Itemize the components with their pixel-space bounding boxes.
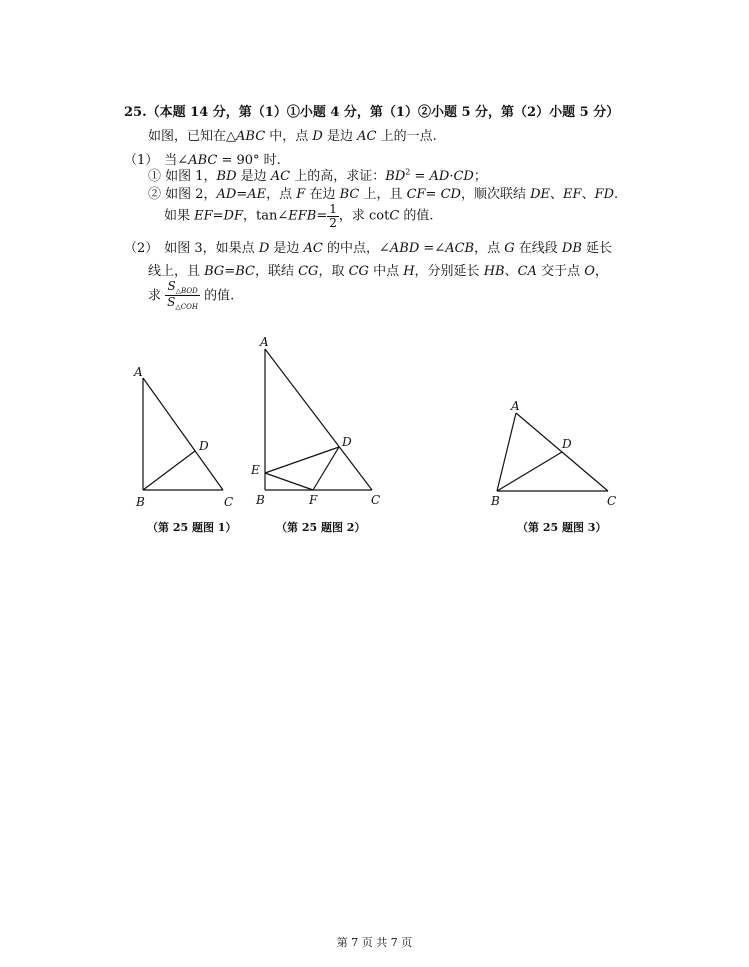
fig3-label-a: A: [511, 399, 520, 413]
sub2-text: ② 如图 2，: [148, 187, 217, 202]
part2-text: 交于点: [536, 264, 585, 279]
intro-text: 中，点: [265, 129, 313, 144]
figure-2: [250, 335, 390, 515]
area-ratio-denominator: [165, 296, 200, 311]
fraction-denominator: 2: [329, 215, 337, 230]
part2-seg: DB: [561, 241, 582, 256]
sub2-text: ，求 cot: [338, 208, 390, 224]
figure-3-caption: （第 25 题图 3）: [517, 521, 607, 534]
part2-eq: BG=BC: [204, 264, 255, 279]
fig3-label-b: B: [491, 494, 500, 508]
part2-seg: HB: [483, 264, 505, 279]
part2-point: H: [403, 264, 415, 279]
sub1-text: 上的高，求证：: [290, 169, 386, 184]
part2-text: 、: [504, 264, 518, 279]
fig2-segment-ef: [265, 473, 313, 490]
part2-label: （2）: [124, 241, 159, 256]
part2-line3: [148, 280, 234, 312]
sub2-point: F: [296, 187, 306, 202]
sub2-text: .: [614, 187, 619, 202]
part2-text: 在线段: [514, 241, 562, 256]
fraction-numerator: 1: [329, 202, 337, 216]
intro-text: 如图，已知在: [148, 129, 227, 144]
part2-seg: CG: [348, 264, 369, 279]
part2-text: ，联结: [254, 264, 299, 279]
part2-text: 的值.: [204, 288, 235, 304]
sub2-text: 上，且: [359, 187, 407, 202]
part2-seg: CA: [517, 264, 537, 279]
sub1-product: AD·CD: [429, 169, 474, 184]
part2-side: AC: [303, 241, 323, 256]
fig2-segment-ed: [265, 447, 339, 473]
fig3-segment-bd: [497, 452, 562, 491]
part2-text: ，点: [474, 241, 505, 256]
score-note: （本题 14 分，第（1）①小题 4 分，第（1）②小题 5 分，第（2）小题 5 分）: [146, 105, 620, 120]
fig1-label-a: A: [134, 365, 143, 379]
intro-text: 是边: [322, 129, 358, 144]
fig2-side-ac: [265, 349, 372, 490]
intro-triangle: △ABC: [226, 129, 266, 144]
part2-seg: CG: [298, 264, 319, 279]
area-ratio-numerator: [165, 280, 200, 296]
sub2-angle: C: [389, 208, 400, 224]
problem-intro: [148, 125, 437, 144]
fig2-label-e: E: [251, 463, 260, 477]
fig3-side-ab: [497, 413, 516, 491]
sub1-exponent: 2: [405, 167, 411, 177]
part2-point: G: [504, 241, 515, 256]
cond-text: 当∠: [164, 153, 189, 168]
sub2-eq: CF= CD: [406, 187, 461, 202]
sub2-text: 如果: [164, 208, 195, 224]
part2-angle: ACB: [445, 241, 475, 256]
problem-number: 25.: [124, 105, 147, 120]
intro-text: 上的一点.: [376, 129, 437, 144]
sub-question-2-line2: [164, 203, 434, 229]
part2-text: 是边: [269, 241, 304, 256]
sub2-eq: EF=DF: [194, 208, 243, 224]
sub1-text: 是边: [236, 169, 271, 184]
part2-text: 线上，且: [148, 264, 205, 279]
sub1-seg: BD: [216, 169, 237, 184]
fig1-label-c: C: [224, 495, 234, 509]
part2-text: 如图 3，如果点: [164, 241, 259, 256]
area-symbol: S: [167, 279, 176, 293]
sub1-text: =: [410, 169, 430, 184]
sub2-text: 的值.: [399, 208, 434, 224]
sub2-side: BC: [339, 187, 360, 202]
part2-text: ，: [594, 264, 608, 279]
figure-2-caption: （第 25 题图 2）: [276, 521, 366, 534]
part2-line1: [124, 237, 612, 256]
fig1-segment-bd: [143, 451, 195, 490]
part2-text: ，取: [318, 264, 349, 279]
part2-text: 求: [148, 288, 162, 304]
fig2-label-f: F: [309, 493, 318, 507]
sub2-seg: EF: [563, 187, 582, 202]
page-footer: 第 7 页 共 7 页: [336, 936, 413, 949]
intro-side: AC: [357, 129, 377, 144]
sub1-text: ；: [473, 169, 487, 184]
area-subscript: △BOD: [175, 287, 198, 295]
sub1-text: ① 如图 1，: [148, 169, 217, 184]
fraction-one-half: [327, 203, 339, 229]
fig3-label-c: C: [607, 494, 617, 508]
sub2-text: 、: [550, 187, 564, 202]
problem-header: [124, 101, 619, 120]
figure-1-caption: （第 25 题图 1）: [147, 521, 237, 534]
sub2-text: 、: [581, 187, 595, 202]
area-subscript: △COH: [175, 303, 198, 312]
part2-text: ，分别延长: [414, 264, 484, 279]
sub2-seg: DE: [530, 187, 551, 202]
sub2-angle: EFB: [288, 208, 317, 224]
figure-3: [485, 395, 625, 515]
part2-point: O: [584, 264, 595, 279]
sub-question-1: [148, 165, 487, 184]
cond-angle: ABC: [188, 153, 218, 168]
area-symbol: S: [167, 295, 176, 310]
sub2-eq: AD=AE: [216, 187, 267, 202]
fig2-label-d: D: [342, 435, 352, 449]
fig2-label-b: B: [256, 493, 265, 507]
sub2-text: ，顺次联结: [460, 187, 531, 202]
fig1-label-d: D: [199, 439, 209, 453]
sub2-text: =: [316, 208, 328, 224]
sub1-seg: BD: [385, 169, 406, 184]
fig1-label-b: B: [136, 495, 145, 509]
sub2-seg: FD: [594, 187, 615, 202]
fig2-label-c: C: [371, 493, 381, 507]
part2-point: D: [258, 241, 270, 256]
area-ratio-fraction: [165, 280, 200, 312]
fig3-label-d: D: [562, 437, 572, 451]
sub2-text: ，点: [266, 187, 297, 202]
cond-text: = 90° 时.: [217, 153, 281, 168]
part1-label: （1）: [124, 153, 159, 168]
sub2-text: ，tan∠: [243, 208, 289, 224]
sub2-text: 在边: [305, 187, 340, 202]
intro-point: D: [312, 129, 323, 144]
fig2-label-a: A: [260, 335, 269, 349]
sub-question-2-line1: [148, 183, 618, 202]
fig2-segment-fd: [313, 447, 339, 490]
part2-text: =∠: [419, 241, 446, 256]
part2-line2: [148, 260, 608, 279]
fig1-side-ac: [143, 378, 223, 490]
part2-text: 延长: [581, 241, 613, 256]
figure-1: [130, 360, 240, 515]
sub1-seg: AC: [270, 169, 291, 184]
part2-angle: ABD: [389, 241, 420, 256]
part2-text: 中点: [368, 264, 404, 279]
part2-text: 的中点，∠: [322, 241, 390, 256]
